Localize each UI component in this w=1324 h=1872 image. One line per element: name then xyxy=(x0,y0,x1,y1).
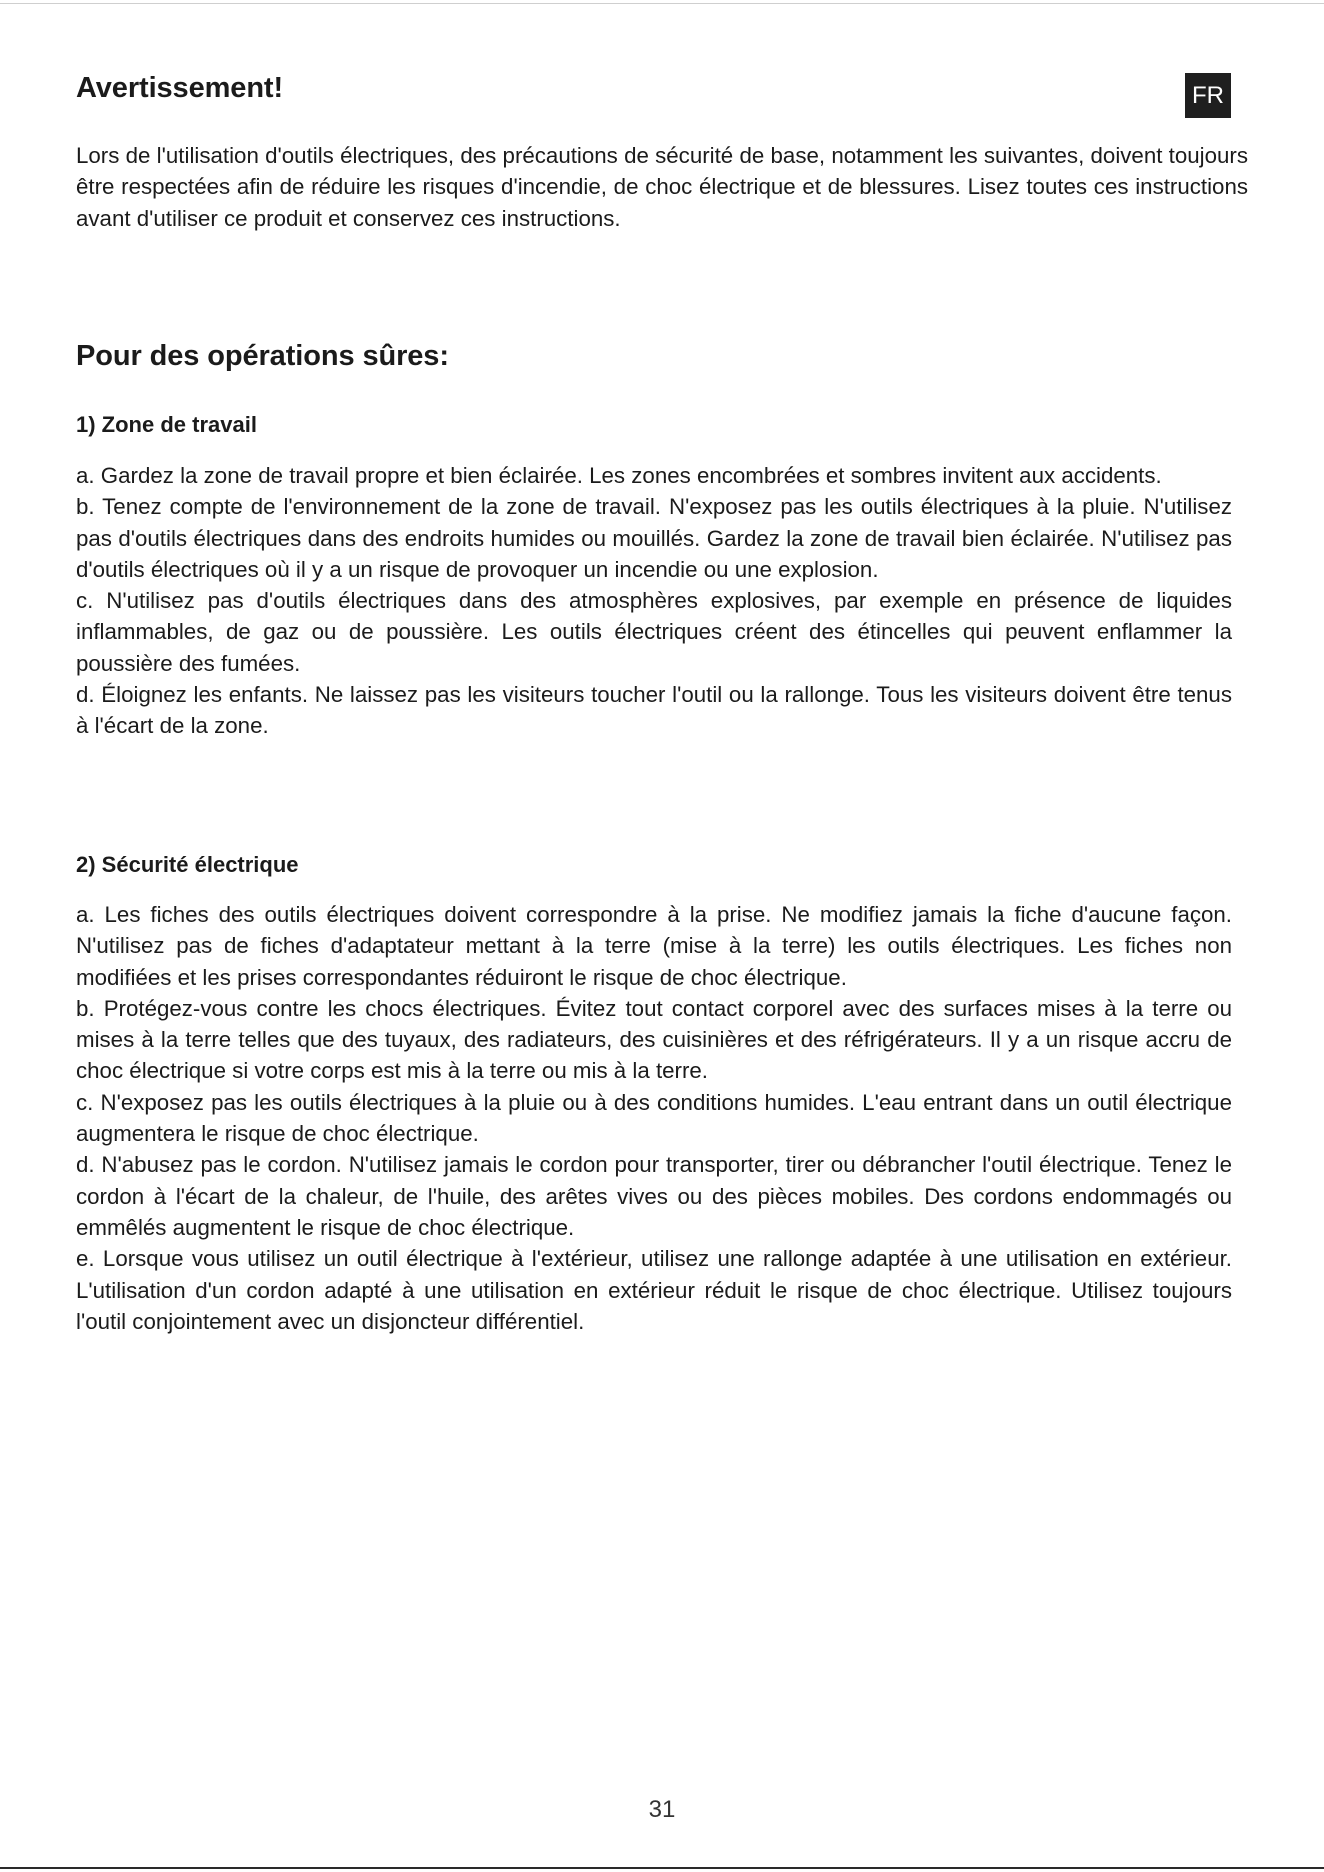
list-item: d. Éloignez les enfants. Ne laissez pas les visiteurs toucher l'outil ou la rallonge. Tous les visiteurs doivent être tenus à l'écart de la zone. xyxy=(76,682,1232,739)
list-item: b. Tenez compte de l'environnement de la zone de travail. N'exposez pas les outils électriques à la pluie. N'utilisez pas d'outils électriques dans des endroits humides ou mouillés. Gardez la zone de travail bien éclairée. N'utilisez pas d'outils électriques où il y a un risque de provoquer un incendie ou une explosion. xyxy=(76,494,1232,582)
section-heading-electrical-safety: 2) Sécurité électrique xyxy=(76,852,299,877)
warning-text xyxy=(76,140,1248,234)
list-item: b. Protégez-vous contre les chocs électriques. Évitez tout contact corporel avec des surfaces mises à la terre ou mises à la terre telles que des tuyaux, des radiateurs, des cuisinières et des réfrigérateurs. Il y a un risque accru de choc électrique si votre corps est mis à la terre ou mis à la terre. xyxy=(76,995,1232,1084)
language-badge: FR xyxy=(1185,73,1231,118)
page-number: 31 xyxy=(648,1796,676,1823)
section-electrical-safety-body xyxy=(76,899,1232,1337)
list-item: a. Gardez la zone de travail propre et bien éclairée. Les zones encombrées et sombres invitent aux accidents. xyxy=(76,463,1162,488)
list-item: c. N'exposez pas les outils électriques à la pluie ou à des conditions humides. L'eau entrant dans un outil électrique augmentera le risque de choc électrique. xyxy=(76,1089,1232,1147)
section-heading-work-area: 1) Zone de travail xyxy=(76,412,257,437)
list-item: d. N'abusez pas le cordon. N'utilisez jamais le cordon pour transporter, tirer ou débrancher l'outil électrique. Tenez le cordon à l'écart de la chaleur, de l'huile, des arêtes vives ou des pièces mobiles. Des cordons endommagés ou emmêlés augmentent le risque de choc électrique. xyxy=(76,1152,1232,1240)
section-work-area-body xyxy=(76,460,1232,742)
warning-title: Avertissement! xyxy=(76,72,284,104)
list-item: e. Lorsque vous utilisez un outil électrique à l'extérieur, utilisez une rallonge adaptée à une utilisation en extérieur. L'utilisation d'un cordon adapté à une utilisation en extérieur réduit le risque de choc électrique. Utilisez toujours l'outil conjointement avec un disjoncteur différentiel. xyxy=(76,1246,1232,1334)
bottom-rule xyxy=(0,1867,1324,1869)
warning-paragraph: Lors de l'utilisation d'outils électriques, des précautions de sécurité de base, notamment les suivantes, doivent toujours être respectées afin de réduire les risques d'incendie, de choc électrique et de blessures. Lisez toutes ces instructions avant d'utiliser ce produit et conservez ces instructions. xyxy=(76,143,1248,231)
list-item: c. N'utilisez pas d'outils électriques dans des atmosphères explosives, par exemple en présence de liquides inflammables, de gaz ou de poussière. Les outils électriques créent des étincelles qui peuvent enflammer la poussière des fumées. xyxy=(76,588,1232,676)
safe-operations-title: Pour des opérations sûres: xyxy=(76,340,449,372)
list-item: a. Les fiches des outils électriques doivent correspondre à la prise. Ne modifiez jamais la fiche d'aucune façon. N'utilisez pas de fiches d'adaptateur mettant à la terre (mise à la terre) les outils électriques. Les fiches non modifiées et les prises correspondantes réduiront le risque de choc électrique. xyxy=(76,902,1232,990)
top-rule xyxy=(0,3,1324,4)
